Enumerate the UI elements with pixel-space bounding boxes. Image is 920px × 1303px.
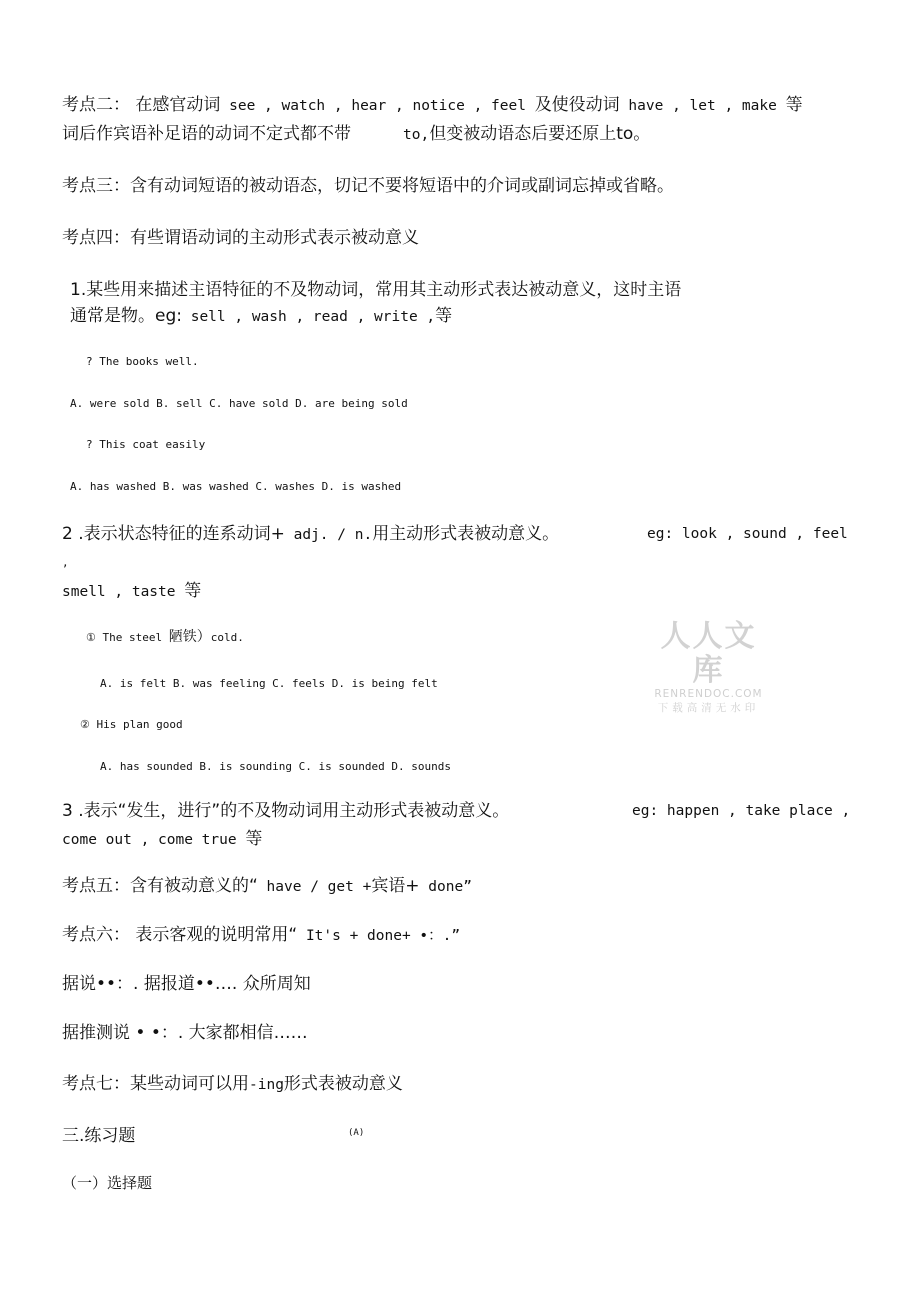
point-3: 考点三：含有动词短语的被动语态，切记不要将短语中的介词或副词忘掉或省略。 [62,176,674,196]
watermark [646,620,771,715]
question-2: ? This coat easily [86,438,206,451]
point-5: 考点五：含有被动意义的“ have / get +宾语+ done” [62,876,472,896]
section-3-line-1: 3 .表示“发生，进行”的不及物动词用主动形式表被动意义。 [62,801,510,821]
exercise-subtitle: （一）选择题 [62,1174,153,1192]
question-3-options: A. is felt B. was feeling C. feels D. is being felt [100,677,438,690]
exercise-title: 三.练习题 [62,1126,136,1146]
question-1-options: A. were sold B. sell C. have sold D. are being sold [70,397,408,410]
point-2-line-2: 词后作宾语补足语的动词不定式都不带 to,但变被动语态后要还原上to。 [62,124,651,144]
watermark-brand: 人人文库 [660,619,757,688]
watermark-slogan: 下载高清无水印 [657,702,760,714]
section-2-examples: eg: look , sound , feel [647,526,848,542]
section-3-line-2: come out , come true 等 [62,829,263,849]
point-4-heading: 考点四：有些谓语动词的主动形式表示被动意义 [62,228,419,248]
watermark-domain: RENRENDOC.COM [654,688,763,700]
section-2-line-1: 2 .表示状态特征的连系动词+ adj. / n.用主动形式表被动意义。 [62,524,560,544]
point-6-phrases-1: 据说••：. 据报道••…. 众所周知 [62,974,311,994]
question-4-options: A. has sounded B. is sounding C. is sounded D. sounds [100,760,451,773]
point-2-line-1: 考点二： 在感官动词 see , watch , hear , notice , feel 及使役动词 have , let , make 等 [62,95,803,115]
point-6-phrases-2: 据推测说 • •：. 大家都相信…… [62,1023,308,1043]
section-1-line-2: 通常是物。eg: sell , wash , read , write ,等 [70,306,453,326]
question-3: ① The steel 陋铁）cold. [86,629,244,645]
exercise-marker: (A) [348,1128,365,1138]
question-4: ② His plan good [80,718,183,731]
point-6: 考点六： 表示客观的说明常用“ It's + done+ •：.” [62,925,461,945]
section-3-examples: eg: happen , take place , [632,803,851,819]
section-2-comma: , [62,556,69,569]
section-2-line-2: smell , taste 等 [62,581,202,601]
section-1-line-1: 1.某些用来描述主语特征的不及物动词，常用其主动形式表达被动意义，这时主语 [70,280,682,300]
point-7: 考点七：某些动词可以用-ing形式表被动意义 [62,1074,403,1094]
question-1: ? The books well. [86,355,199,368]
question-2-options: A. has washed B. was washed C. washes D. is washed [70,480,402,493]
